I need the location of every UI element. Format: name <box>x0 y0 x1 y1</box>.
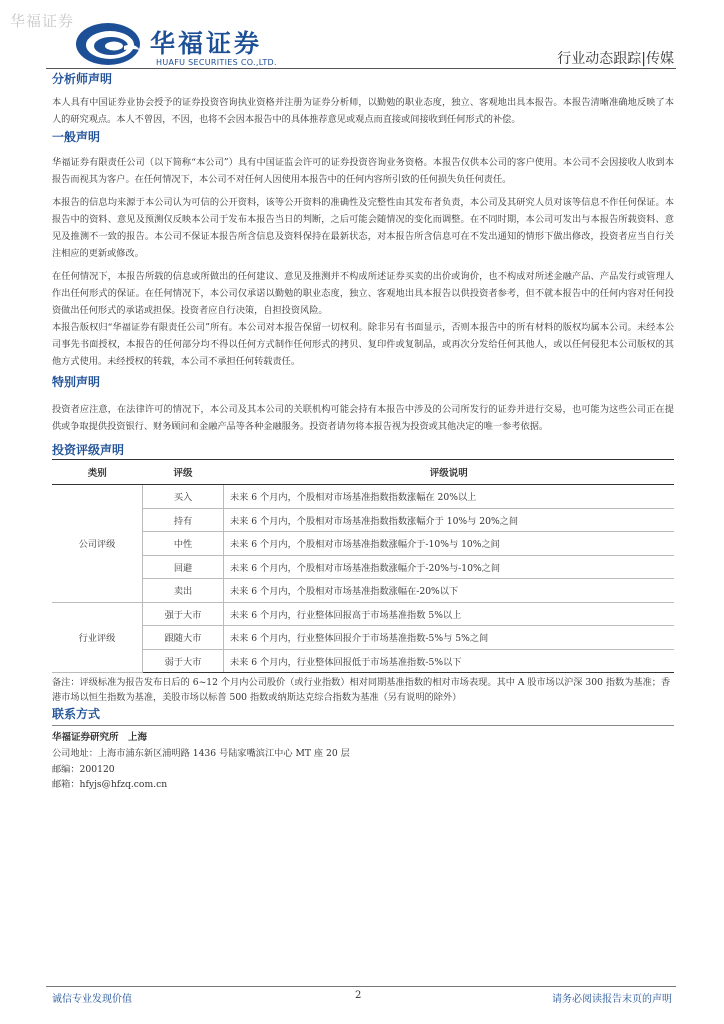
contact-divider <box>52 725 674 726</box>
category-cell: 公司评级 <box>52 485 143 603</box>
level-cell: 中性 <box>143 532 224 556</box>
level-cell: 持有 <box>143 508 224 532</box>
table-row <box>52 579 674 603</box>
header-description: 评级说明 <box>224 460 675 485</box>
footer-notice: 请务必阅读报告末页的声明 <box>552 994 672 1005</box>
table-row <box>52 485 674 509</box>
general-paragraph: 本报告版权归“华福证券有限责任公司”所有。本公司对本报告保留一切权利。除非另有书面显示，否则本报告中的所有材料的版权均属本公司。未经本公司事先书面授权，本报告的任何部分均不得以任何方式制作任何形式的拷贝、复印件或复制品，或再次分发给任何其他人，或以任何侵犯本公司版权的其他方式使用。未经授权的转载，本公司不承担任何转载责任。 <box>52 322 674 367</box>
main-content <box>52 70 674 793</box>
general-paragraph: 华福证券有限责任公司（以下简称“本公司”）具有中国证监会许可的证券投资咨询业务资格。本报告仅供本公司的客户使用。本公司不会因接收人收到本报告而视其为客户。在任何情况下，本公司不对任何人因使用本报告中的任何内容所引致的任何损失负任何责任。 <box>52 157 674 185</box>
footer-divider <box>46 986 676 987</box>
description-cell: 未来 6 个月内，个股相对市场基准指数涨幅介于-20%与-10%之间 <box>224 555 675 579</box>
header-divider <box>46 68 676 69</box>
description-cell: 未来 6 个月内，个股相对市场基准指数指数涨幅介于 10%与 20%之间 <box>224 508 675 532</box>
rating-note: 备注：评级标准为报告发布日后的 6~12 个月内公司股价（或行业指数）相对同期基准指数的相对市场表现。其中 A 股市场以沪深 300 指数为基准；香港市场以恒生指数为基准，美股市场以标普 500 指数或纳斯达克综合指数为基准（另有说明的除外） <box>52 677 671 703</box>
table-row <box>52 532 674 556</box>
description-cell: 未来 6 个月内，行业整体回报高于市场基准指数 5%以上 <box>224 602 675 626</box>
brand-mark-icon <box>74 20 146 68</box>
table-row <box>52 626 674 650</box>
level-cell: 强于大市 <box>143 602 224 626</box>
table-row <box>52 649 674 673</box>
contact-postcode: 邮编：200120 <box>52 763 115 775</box>
rating-table <box>52 459 674 673</box>
brand-name: 华福证券 <box>150 29 263 58</box>
footer-slogan: 诚信专业发现价值 <box>52 994 132 1005</box>
level-cell: 买入 <box>143 485 224 509</box>
description-cell: 未来 6 个月内，个股相对市场基准指数涨幅在-20%以下 <box>224 579 675 603</box>
level-cell: 弱于大市 <box>143 649 224 673</box>
contact-title: 联系方式 <box>52 707 101 721</box>
contact-email: 邮箱：hfyjs@hfzq.com.cn <box>52 779 168 790</box>
level-cell: 卖出 <box>143 579 224 603</box>
description-cell: 未来 6 个月内，行业整体回报低于市场基准指数-5%以下 <box>224 649 675 673</box>
analyst-text: 本人具有中国证券业协会授予的证券投资咨询执业资格并注册为证券分析师，以勤勉的职业态度，独立、客观地出具本报告。本报告清晰准确地反映了本人的研究观点。本人不曾因，不因，也将不会因本报告中的具体推荐意见或观点而直接或间接收到任何形式的补偿。 <box>52 97 674 125</box>
analyst-title: 分析师声明 <box>52 72 113 86</box>
special-text: 投资者应注意，在法律许可的情况下，本公司及其本公司的关联机构可能会持有本报告中涉及的公司所发行的证券并进行交易，也可能为这些公司正在提供或争取提供投资银行、财务顾问和金融产品等各种金融服务。投资者请勿将本报告视为投资或其他决定的唯一参考依据。 <box>52 404 674 432</box>
general-title: 一般声明 <box>52 130 101 144</box>
report-category: 行业动态跟踪|传媒 <box>557 51 674 67</box>
brand-name-en: HUAFU SECURITIES CO.,LTD. <box>156 58 277 67</box>
page-header <box>46 14 678 70</box>
description-cell: 未来 6 个月内，个股相对市场基准指数涨幅介于-10%与 10%之间 <box>224 532 675 556</box>
page-number: 2 <box>355 990 362 1001</box>
contact-address: 公司地址：上海市浦东新区浦明路 1436 号陆家嘴滨江中心 MT 座 20 层 <box>52 748 350 759</box>
header-level: 评级 <box>143 460 224 485</box>
table-row <box>52 555 674 579</box>
rating-title: 投资评级声明 <box>52 443 125 457</box>
watermark: 华福证券 <box>10 12 75 30</box>
category-cell: 行业评级 <box>52 602 143 673</box>
general-paragraph: 在任何情况下，本报告所载的信息或所做出的任何建议、意见及推测并不构成所述证券买卖的出价或询价，也不构成对所述金融产品、产品发行或管理人作出任何形式的保证。在任何情况下，本公司仅承诺以勤勉的职业态度，独立、客观地出具本报告以供投资者参考，但不就本报告中的任何内容对任何投资做出任何形式的承诺或担保。投资者应自行决策，自担投资风险。 <box>52 271 674 316</box>
level-cell: 跟随大市 <box>143 626 224 650</box>
level-cell: 回避 <box>143 555 224 579</box>
header-category: 类别 <box>52 460 143 485</box>
description-cell: 未来 6 个月内，行业整体回报介于市场基准指数-5%与 5%之间 <box>224 626 675 650</box>
table-header-row <box>52 460 674 485</box>
table-row <box>52 508 674 532</box>
contact-institute: 华福证券研究所 上海 <box>52 732 148 743</box>
description-cell: 未来 6 个月内，个股相对市场基准指数指数涨幅在 20%以上 <box>224 485 675 509</box>
special-title: 特别声明 <box>52 375 101 389</box>
general-paragraph: 本报告的信息均来源于本公司认为可信的公开资料，该等公开资料的准确性及完整性由其发布者负责，本公司及其研究人员对该等信息不作任何保证。本报告中的资料、意见及预测仅反映本公司于发布本报告当日的判断，之后可能会随情况的变化而调整。在不同时期，本公司可发出与本报告所载资料、意见及推测不一致的报告。本公司不保证本报告所含信息及资料保持在最新状态，对本报告所含信息可在不发出通知的情形下做出修改，投资者应当自行关注相应的更新或修改。 <box>52 197 674 259</box>
table-row <box>52 602 674 626</box>
brand-logo <box>74 20 314 70</box>
